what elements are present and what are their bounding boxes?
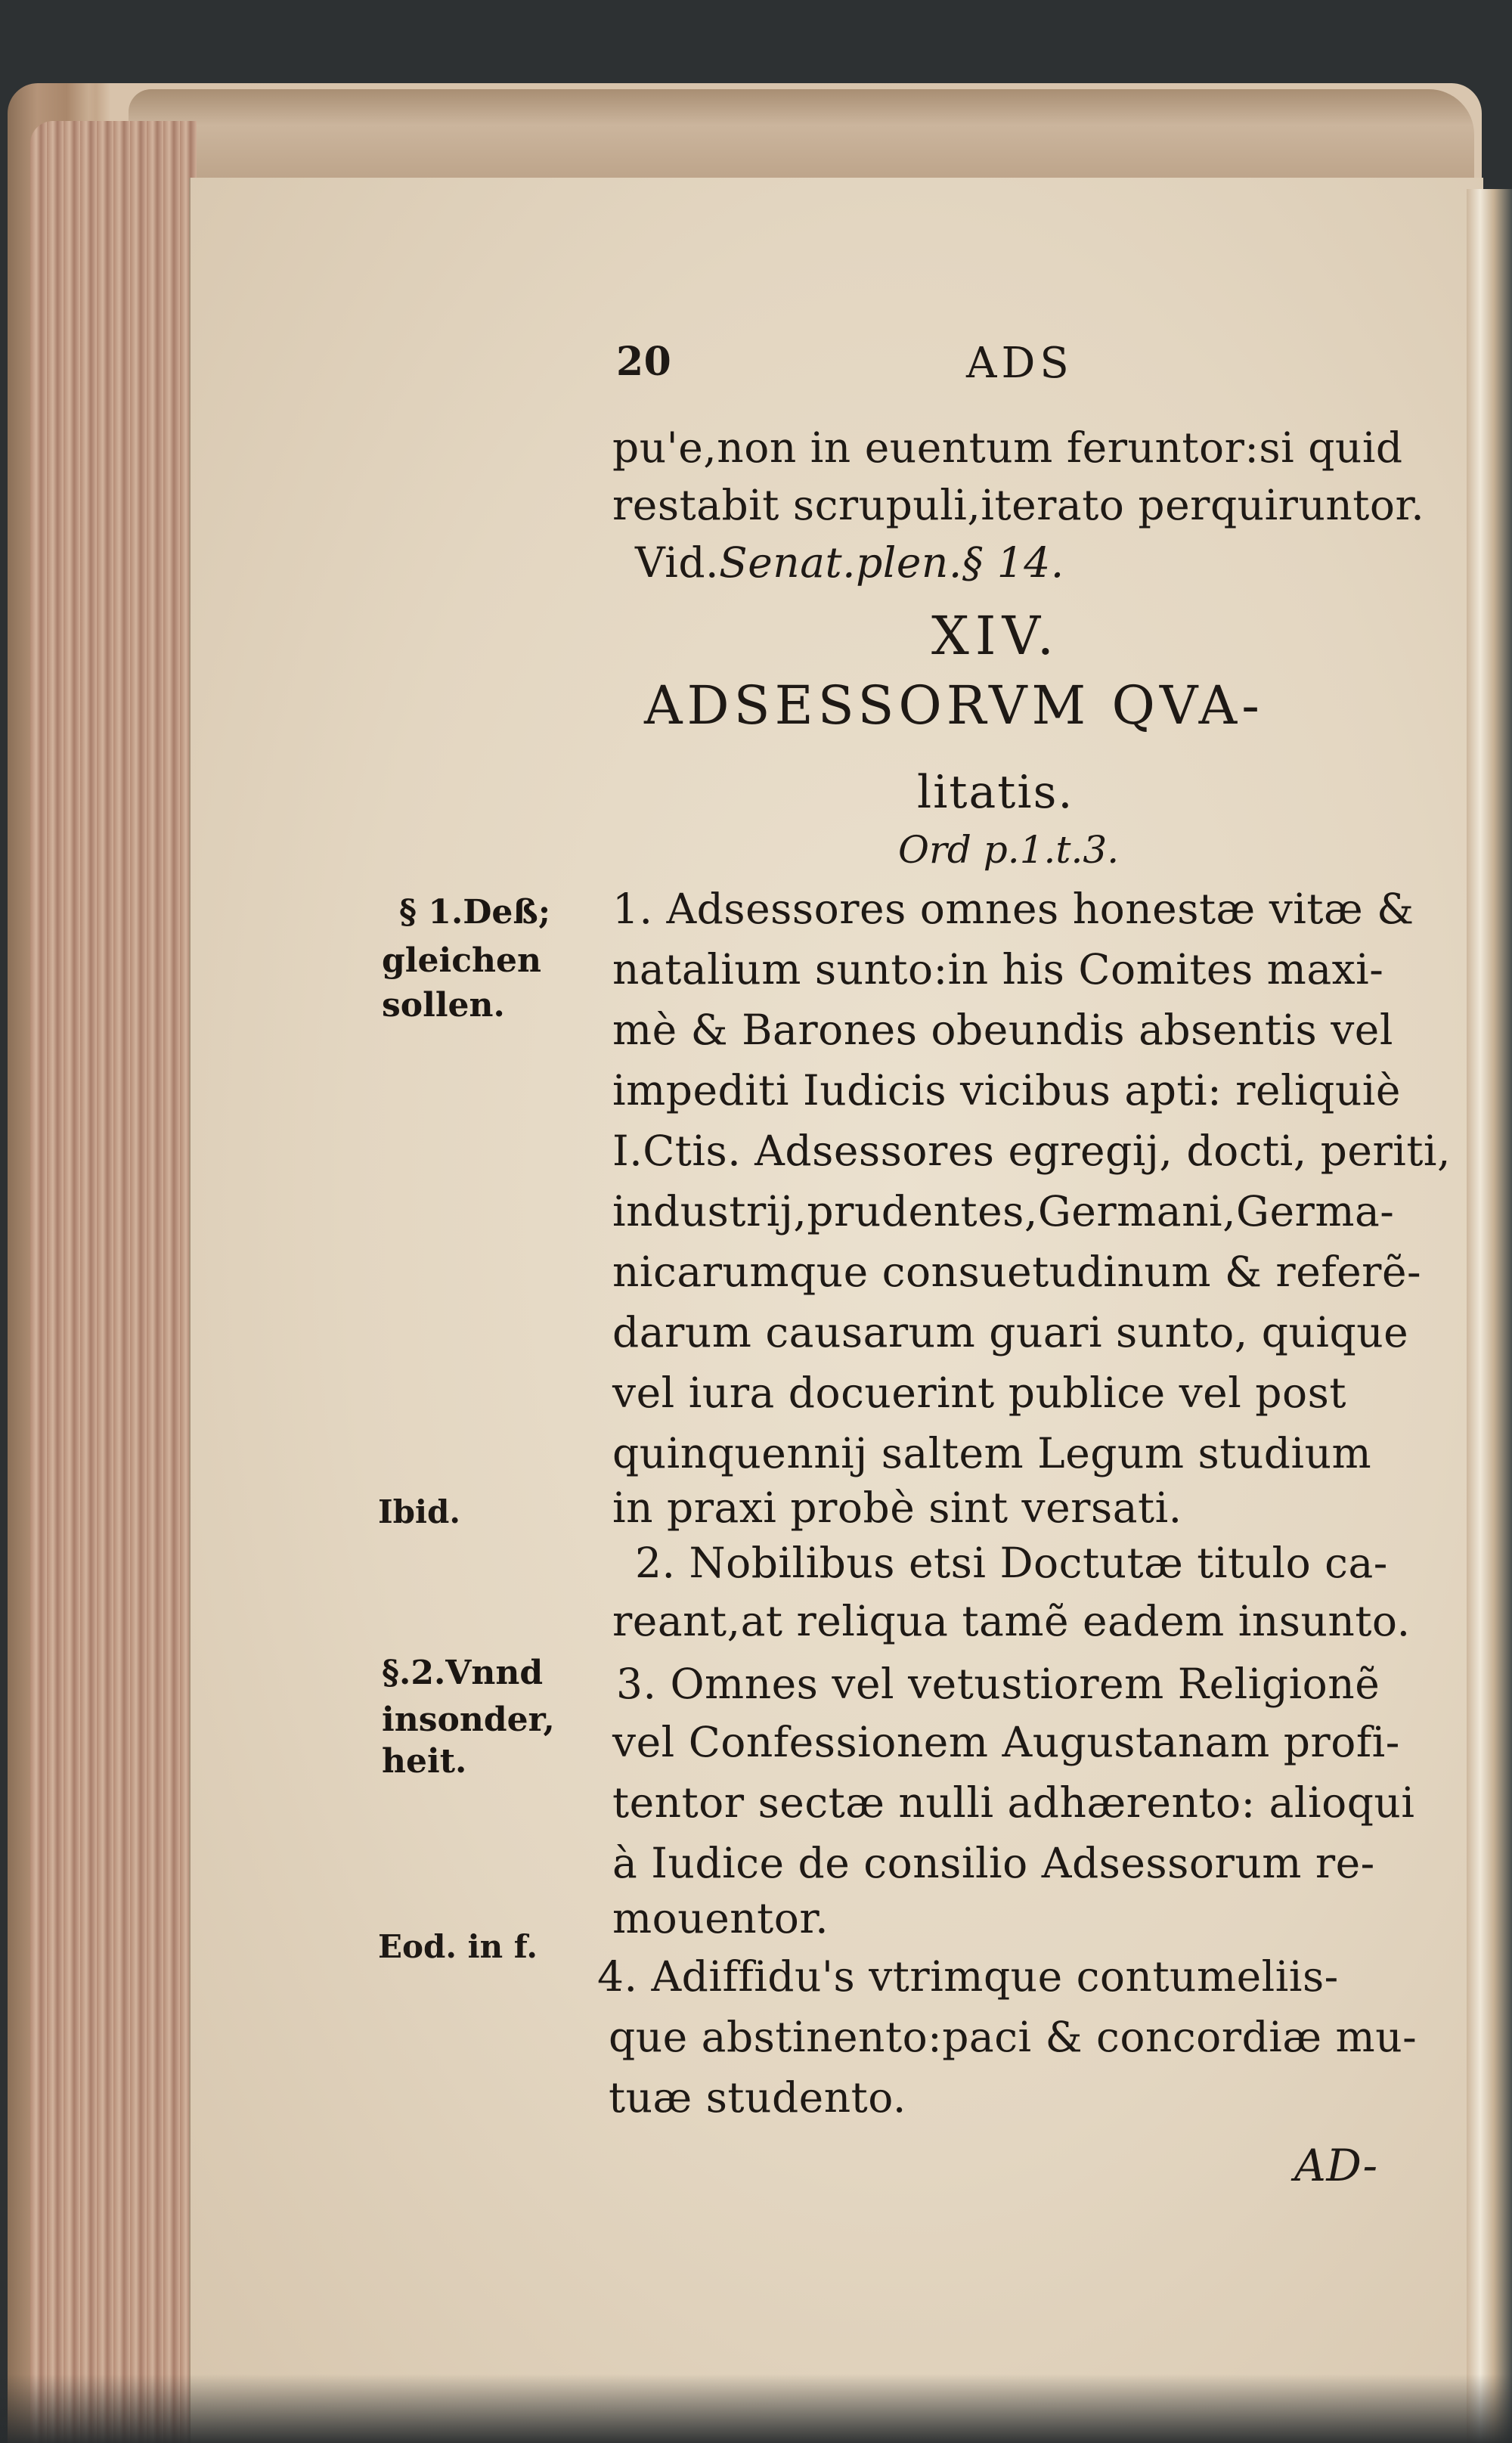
body-line: tuæ studento.: [609, 2073, 906, 2122]
side-note: insonder,: [382, 1700, 555, 1739]
body-line: pu'e,non in euentum feruntor:si quid: [612, 423, 1403, 472]
running-head: ADS: [966, 339, 1074, 388]
body-line: 3. Omnes vel vetustiorem Religionẽ: [616, 1660, 1380, 1708]
side-note: Eod. in f.: [378, 1928, 538, 1965]
reference-italic: Senat.plen.§ 14.: [719, 538, 1064, 587]
page-number: 20: [616, 339, 672, 385]
side-note: §.2.Vnnd: [382, 1654, 544, 1692]
section-title-continued: litatis.: [917, 766, 1074, 819]
body-line: vel iura docuerint publice vel post: [612, 1369, 1346, 1417]
reference: [635, 538, 1064, 587]
body-line: impediti Iudicis vicibus apti: reliquiè: [612, 1066, 1401, 1115]
body-line: mè & Barones obeundis absentis vel: [612, 1006, 1393, 1054]
side-note: gleichen: [382, 941, 541, 980]
facing-page-edge: [1467, 189, 1512, 2443]
body-line: I.Ctis. Adsessores egregij, docti, periti,: [612, 1127, 1451, 1175]
side-note: § 1.Deß;: [399, 893, 551, 932]
catchword: AD-: [1294, 2140, 1378, 2191]
body-line: tentor sectæ nulli adhærento: alioqui: [612, 1778, 1415, 1827]
body-line: reant,at reliqua tamẽ eadem insunto.: [612, 1597, 1411, 1645]
body-line: darum causarum guari sunto, quique: [612, 1308, 1409, 1356]
body-line: à Iudice de consilio Adsessorum re-: [612, 1839, 1375, 1887]
book-top-edge: [129, 89, 1474, 180]
body-line: 2. Nobilibus etsi Doctutæ titulo ca-: [635, 1539, 1388, 1587]
body-line: 1. Adsessores omnes honestæ vitæ &: [612, 885, 1414, 933]
page-stack-edge: [30, 121, 197, 2443]
body-line: in praxi probè sint versati.: [612, 1483, 1182, 1532]
body-line: quinquennij saltem Legum studium: [612, 1429, 1372, 1477]
section-title: ADSESSORVM QVA-: [644, 674, 1264, 736]
body-line: que abstinento:paci & concordiæ mu-: [609, 2013, 1418, 2061]
body-line: 4. Adiffidu's vtrimque contumeliis-: [597, 1952, 1339, 2001]
section-number: XIV.: [931, 605, 1061, 667]
body-line: restabit scrupuli,iterato perquiruntor.: [612, 481, 1425, 529]
side-note: Ibid.: [378, 1493, 460, 1530]
body-line: vel Confessionem Augustanam profi-: [612, 1718, 1400, 1766]
body-line: mouentor.: [612, 1894, 829, 1942]
body-line: industrij,prudentes,Germani,Germa-: [612, 1187, 1395, 1235]
body-line: natalium sunto:in his Comites maxi-: [612, 945, 1384, 994]
bottom-shadow: [0, 2374, 1512, 2443]
side-note: heit.: [382, 1742, 467, 1781]
body-line: nicarumque consuetudinum & referẽ-: [612, 1248, 1422, 1296]
section-source: Ord p.1.t.3.: [898, 828, 1120, 872]
side-note: sollen.: [382, 986, 505, 1025]
reference-prefix: Vid.: [635, 538, 720, 587]
